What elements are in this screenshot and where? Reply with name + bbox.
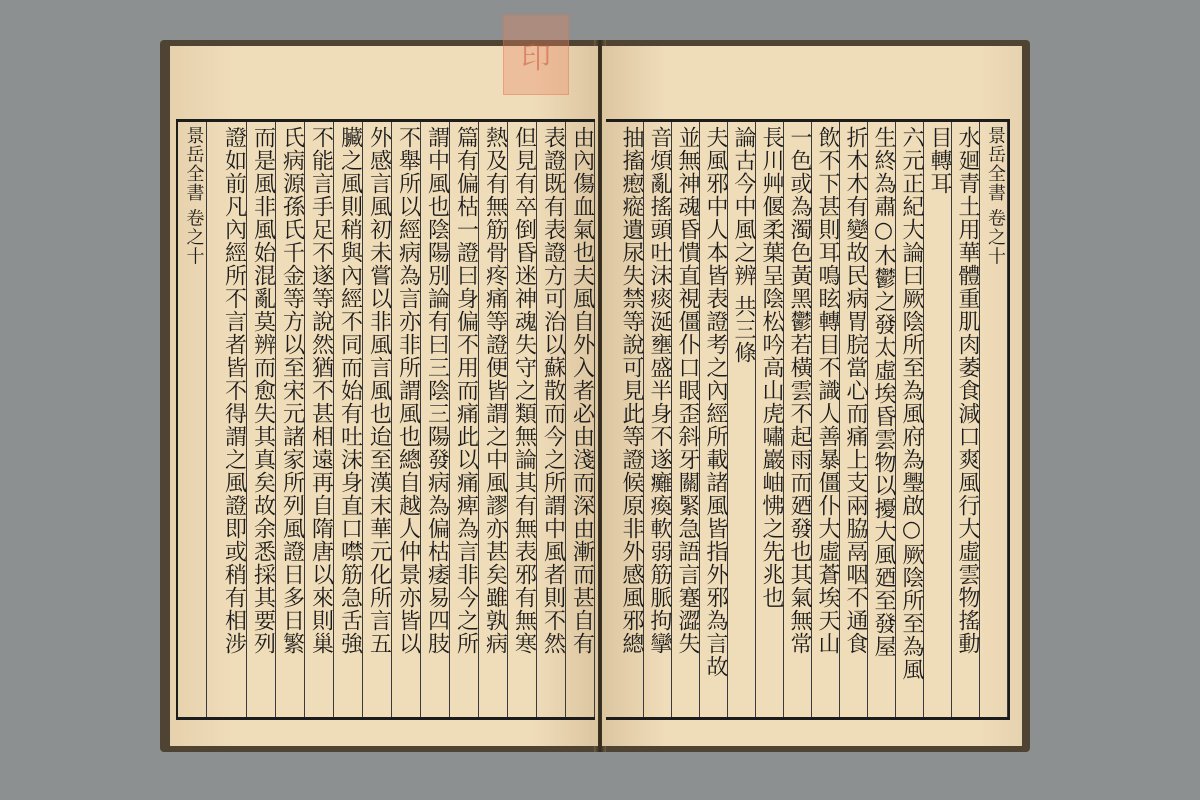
page-margin-label [178, 122, 207, 717]
text-column [784, 122, 812, 717]
text-column [812, 122, 840, 717]
text-column [508, 122, 537, 717]
text-column-text: 水廻青土用華體重肌肉萎食減口爽風行大虛雲物搖動 [955, 126, 980, 655]
text-column [218, 122, 247, 717]
text-column-text: 論古今中風之辨 共三條 [731, 126, 756, 364]
text-column [392, 122, 421, 717]
text-column [616, 122, 644, 717]
text-column-text: 長川艸偃柔葉呈陰松吟高山虎嘯巖岫怫之先兆也 [759, 126, 784, 609]
text-column-text: 不能言手足不遂等說然猶不甚相遠再自隋唐以來則巢 [308, 126, 334, 655]
text-column-text: 熱及有無筋骨疼痛等證便皆謂之中風謬亦甚矣雖孰病 [482, 126, 508, 655]
text-column-text: 一色或為濁色黃黑鬱若橫雲不起雨而廼發也其氣無常 [787, 126, 812, 655]
text-column [247, 122, 276, 717]
text-column-text: 音煩亂搖頭吐沫痰涎壅盛半身不遂癱瘓軟弱筋脈拘攣 [647, 126, 672, 655]
text-column-text: 飲不下甚則耳鳴眩轉目不識人善暴僵仆大虛蒼埃天山 [815, 126, 840, 655]
text-column-text: 但見有卒倒昏迷神魂失守之類無論其有無表邪有無寒 [511, 126, 537, 655]
text-column-text: 氏病源孫氏千金等方以至宋元諸家所列風證日多日繁 [279, 126, 305, 655]
left-page-text-frame [176, 119, 595, 720]
text-column [276, 122, 305, 717]
open-book [160, 40, 1030, 752]
text-column [334, 122, 363, 717]
text-column-text: 證如前凡內經所不言者皆不得謂之風證即或稍有相涉 [221, 126, 247, 655]
text-column-text: 篇有偏枯一證曰身偏不用而痛此以痛痺為言非今之所 [453, 126, 479, 655]
page-margin-label [980, 122, 1008, 717]
text-column-text: 生終為肅○木鬱之發太虛埃昏雲物以擾大風廼至發屋 [871, 126, 896, 658]
text-column-text: 不舉所以經病為言亦非所謂風也總自越人仲景亦皆以 [395, 126, 421, 655]
text-column-text: 並無神魂昏憒直視僵仆口眼歪斜牙關緊急語言蹇澀失 [675, 126, 700, 655]
right-page [602, 46, 1022, 746]
text-column [868, 122, 896, 717]
text-column [479, 122, 508, 717]
library-seal-stamp: 印 [503, 15, 569, 95]
text-column [896, 122, 924, 717]
text-column [450, 122, 479, 717]
text-column-text: 目轉耳 [927, 126, 952, 195]
text-column-text: 折木木有變故民病胃脘當心而痛上支兩脇鬲咽不通食 [843, 126, 868, 655]
left-page [170, 46, 598, 746]
text-column [952, 122, 980, 717]
text-column [756, 122, 784, 717]
text-column-text: 由內傷血氣也夫風自外入者必由淺而深由漸而甚自有 [569, 126, 595, 655]
text-column-text: 表證既有表證方可治以蘇散而今之所謂中風者則不然 [540, 126, 566, 655]
text-column [421, 122, 450, 717]
text-column [672, 122, 700, 717]
text-column [840, 122, 868, 717]
text-column [537, 122, 566, 717]
page-margin-label-text: 景岳全書 卷之十 [183, 126, 205, 266]
text-column-text: 外感言風初未嘗以非風言風也迨至漢末華元化所言五 [366, 126, 392, 655]
text-column [644, 122, 672, 717]
page-margin-label-text: 景岳全書 卷之十 [985, 126, 1006, 266]
right-page-text-frame [606, 119, 1010, 720]
text-column [924, 122, 952, 717]
text-column [305, 122, 334, 717]
text-column-text: 抽搐瘛瘲遺尿失禁等說可見此等證候原非外感風邪總 [619, 126, 644, 655]
text-column-text: 而是風非風始混亂莫辨而愈失其真矣故余悉採其要列 [250, 126, 276, 655]
text-column-text: 六元正紀大論曰厥陰所至為風府為璺啟○厥陰所至為風 [899, 126, 924, 681]
text-column [728, 122, 756, 717]
text-column [700, 122, 728, 717]
text-column [363, 122, 392, 717]
text-column-text: 臟之風則稍與內經不同而始有吐沫身直口噤筋急舌強 [337, 126, 363, 655]
text-column-text: 謂中風也陰陽別論有曰三陰三陽發病為偏枯痿易四肢 [424, 126, 450, 655]
text-column [566, 122, 595, 717]
text-column-text: 夫風邪中人本皆表證考之內經所載諸風皆指外邪為言故 [703, 126, 728, 678]
